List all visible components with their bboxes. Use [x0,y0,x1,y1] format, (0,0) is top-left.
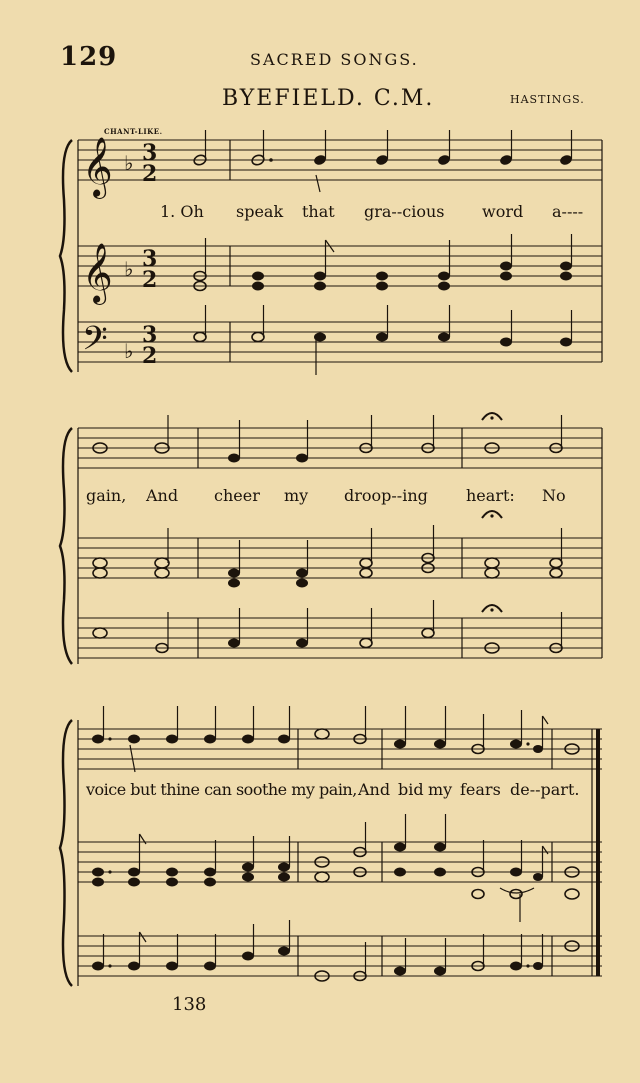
lyric-syllable: gra--cious [364,202,445,221]
lyric-syllable: word [482,202,524,221]
lyric-syllable: that [302,202,335,221]
notes-alto [194,234,572,291]
staff-bass [78,618,602,658]
composer: HASTINGS. [510,93,585,106]
lyric-syllable: heart: [466,486,515,505]
tempo-mark: CHANT-LIKE. [104,127,163,136]
bass-clef-icon: 𝄢 [82,320,108,366]
lyric-syllable: my [284,486,309,505]
lyric-syllable: bid [398,780,424,799]
lyric-syllable: a---- [552,202,584,221]
time-signature: 3 [142,140,158,166]
footer-page-number: 138 [172,994,207,1015]
system-brace [60,428,72,664]
lyric-syllable: No [542,486,566,505]
notes-alto [92,814,579,922]
treble-clef-icon: 𝄞 [82,137,113,197]
flat-icon: ♭ [124,257,134,281]
lyric-syllable: speak [236,202,284,221]
system-3 [60,706,602,986]
svg-text:2: 2 [142,161,158,187]
flat-icon: ♭ [124,151,134,175]
system-2 [60,413,602,664]
system-1 [60,130,602,375]
lyric-syllable: 1. Oh [160,202,204,221]
time-signature: 3 [142,322,158,348]
system-brace [60,140,72,372]
svg-text:2: 2 [142,267,158,293]
notes-bass [93,600,562,653]
notes-soprano [193,130,573,192]
notes-bass [92,920,579,981]
lyric-syllable: And [358,780,391,799]
system-brace [60,720,72,986]
lyric-syllable: droop--ing [344,486,428,505]
tune-title: BYEFIELD. C.M. [222,86,435,111]
lyric-syllable: gain, [86,486,127,505]
svg-text:2: 2 [142,343,158,369]
staff-treble [78,729,602,769]
staff-alto [78,842,602,882]
lyric-syllable: And [146,486,179,505]
lyric-syllable: my [428,780,453,799]
lyric-syllable: de--part. [510,780,580,799]
lyric-syllable: cheer [214,486,260,505]
flat-icon: ♭ [124,339,134,363]
staff-bass [78,936,602,976]
lyric-syllable: fears [460,780,501,799]
staff-treble [78,428,602,468]
treble-clef-icon: 𝄞 [82,243,113,303]
page-number: 129 [60,42,118,72]
notes-bass [194,305,572,375]
staff-alto [78,538,602,578]
time-signature: 3 [142,246,158,272]
notes-soprano [93,415,562,463]
running-head: SACRED SONGS. [250,50,419,69]
lyric-syllable: voice but thine can soothe my pain, [86,780,357,799]
